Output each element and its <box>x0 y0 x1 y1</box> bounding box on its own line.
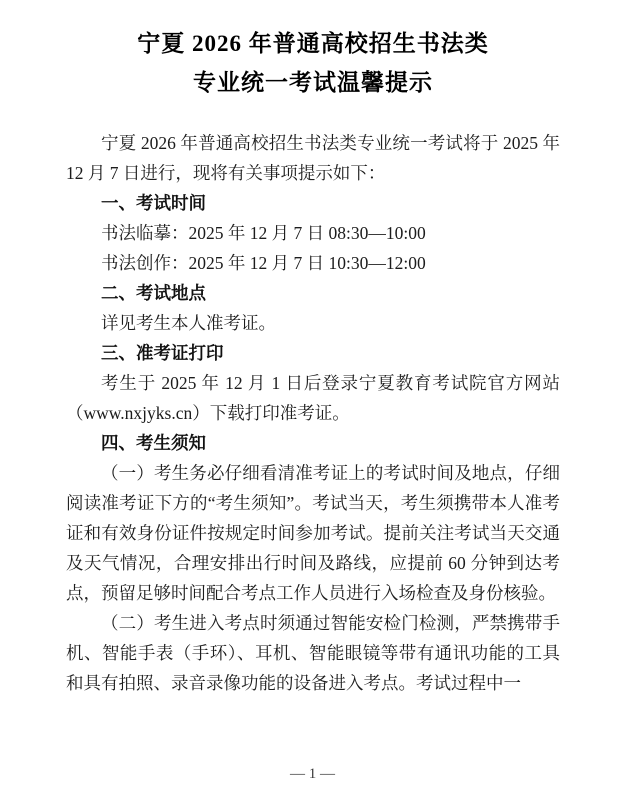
candidate-notice-paragraph-1: （一）考生务必仔细看清准考证上的考试时间及地点，仔细阅读准考证下方的“考生须知”。考试当天，考生须携带本人准考证和有效身份证件按规定时间参加考试。提前关注考试当天交通及天气情况，合理安排出行时间及路线，应提前 60 分钟到达考点，预留足够时间配合考点工作人员进行入场检查及身份核验。 <box>66 463 560 603</box>
section-heading-admission-ticket: 三、准考证打印 <box>101 343 224 363</box>
section-heading-exam-time: 一、考试时间 <box>101 193 206 213</box>
title-line-2: 专业统一考试温馨提示 <box>193 70 433 95</box>
document-title <box>66 24 560 102</box>
page-footer <box>0 764 625 784</box>
exam-time-linmo-line: 书法临摹：2025 年 12 月 7 日 08:30—10:00 <box>101 223 426 243</box>
candidate-notice-paragraph-2: （二）考生进入考点时须通过智能安检门检测，严禁携带手机、智能手表（手环）、耳机、智能眼镜等带有通讯功能的工具和具有拍照、录音录像功能的设备进入考点。考试过程中一 <box>66 613 560 693</box>
exam-time-chuangzuo-line: 书法创作：2025 年 12 月 7 日 10:30—12:00 <box>101 253 426 273</box>
admission-ticket-paragraph: 考生于 2025 年 12 月 1 日后登录宁夏教育考试院官方网站（www.nxjyks.cn）下载打印准考证。 <box>66 373 560 423</box>
intro-paragraph: 宁夏 2026 年普通高校招生书法类专业统一考试将于 2025 年 12 月 7 日进行，现将有关事项提示如下： <box>66 133 560 183</box>
title-line-1: 宁夏 2026 年普通高校招生书法类 <box>137 31 489 56</box>
exam-location-paragraph: 详见考生本人准考证。 <box>101 313 276 333</box>
document-content <box>66 24 560 698</box>
page-number: — 1 — <box>290 766 335 782</box>
section-heading-exam-location: 二、考试地点 <box>101 283 206 303</box>
section-heading-candidate-notice: 四、考生须知 <box>101 433 206 453</box>
